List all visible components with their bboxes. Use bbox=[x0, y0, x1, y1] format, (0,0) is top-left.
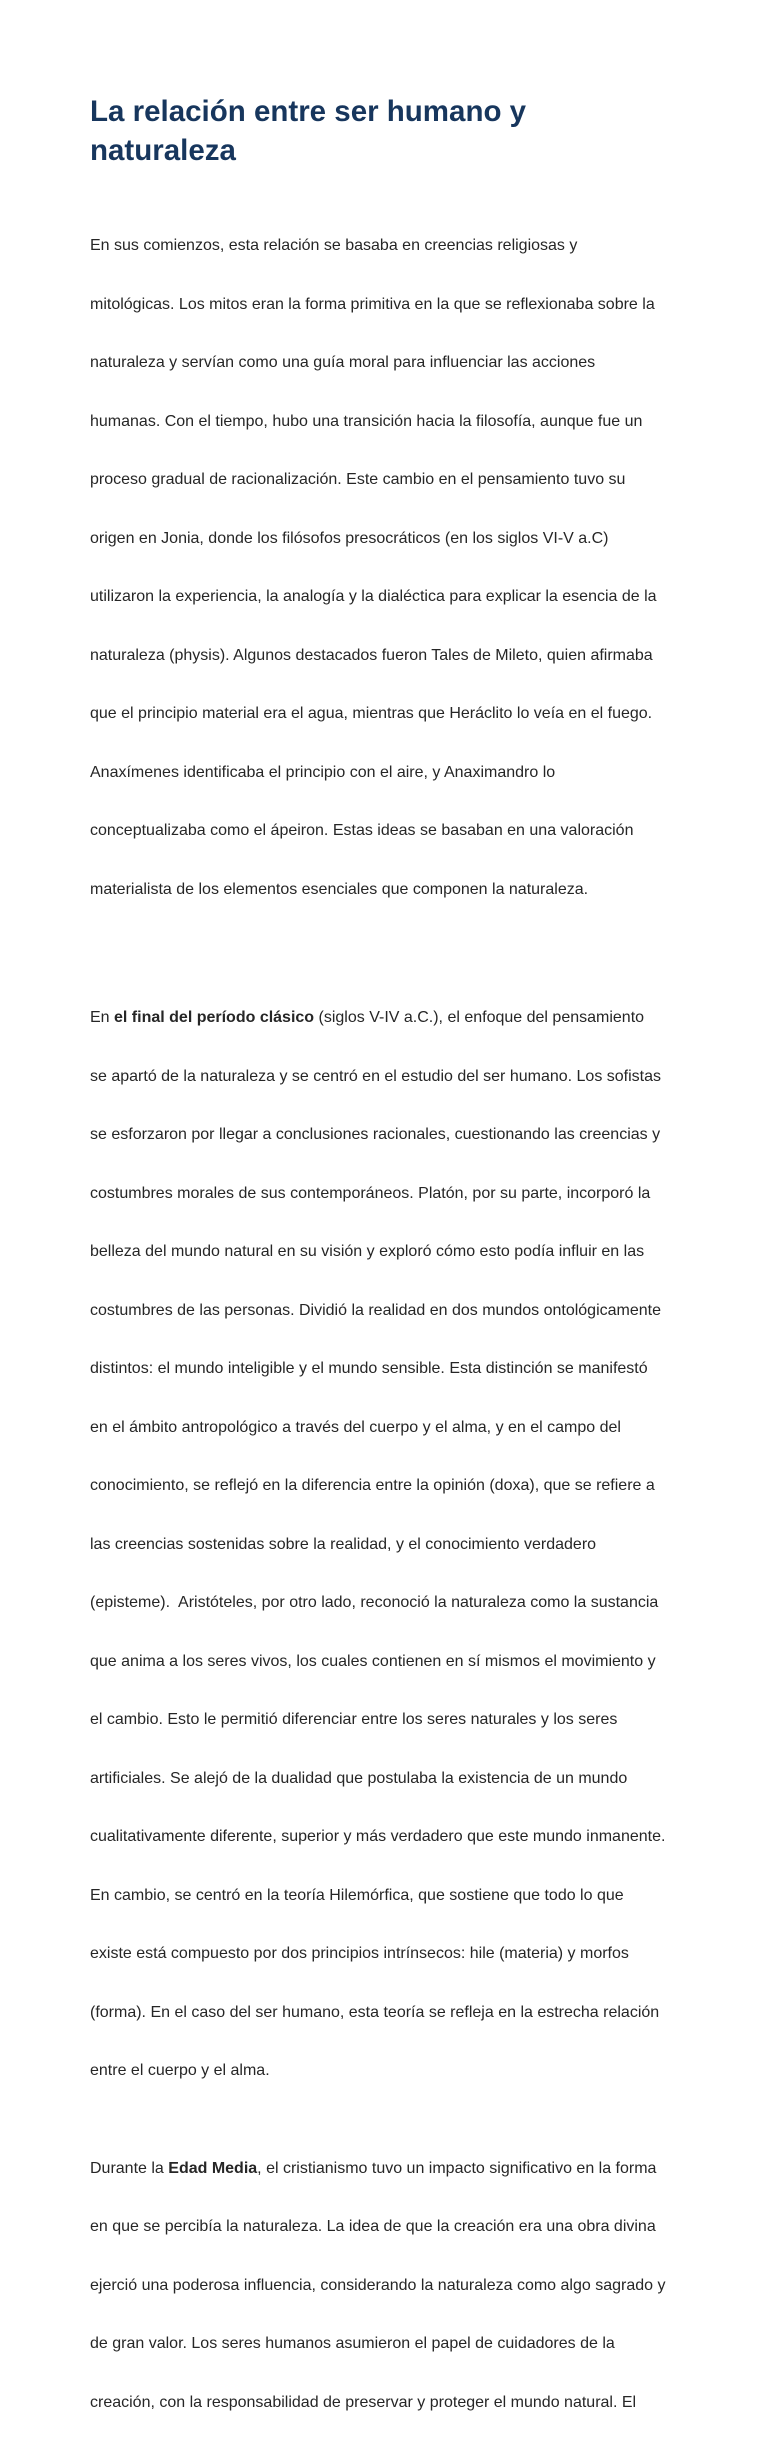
text-line: en que se percibía la naturaleza. La idea de que la creación era una obra divina bbox=[90, 2217, 685, 2237]
text-line bbox=[90, 2159, 685, 2179]
document-body bbox=[90, 197, 685, 2451]
text-line: creación, con la responsabilidad de preservar y proteger el mundo natural. El bbox=[90, 2393, 685, 2413]
text-line: las creencias sostenidas sobre la realidad, y el conocimiento verdadero bbox=[90, 1535, 685, 1555]
document-title bbox=[90, 92, 690, 170]
text-line: Anaxímenes identificaba el principio con el aire, y Anaximandro lo bbox=[90, 763, 685, 783]
text-run: En bbox=[90, 1009, 114, 1026]
text-line: naturaleza y servían como una guía moral para influenciar las acciones bbox=[90, 353, 685, 373]
text-line: existe está compuesto por dos principios intrínsecos: hile (materia) y morfos bbox=[90, 1944, 685, 1964]
text-line: humanas. Con el tiempo, hubo una transición hacia la filosofía, aunque fue un bbox=[90, 412, 685, 432]
text-line: en el ámbito antropológico a través del cuerpo y el alma, y en el campo del bbox=[90, 1418, 685, 1438]
text-line: distintos: el mundo inteligible y el mundo sensible. Esta distinción se manifestó bbox=[90, 1359, 685, 1379]
text-line: entre el cuerpo y el alma. bbox=[90, 2061, 685, 2081]
bold-phrase: Edad Media bbox=[168, 2160, 257, 2177]
text-line: En cambio, se centró en la teoría Hilemórfica, que sostiene que todo lo que bbox=[90, 1886, 685, 1906]
text-line: de gran valor. Los seres humanos asumieron el papel de cuidadores de la bbox=[90, 2334, 685, 2354]
text-line: naturaleza (physis). Algunos destacados fueron Tales de Mileto, quien afirmaba bbox=[90, 646, 685, 666]
text-run: (siglos V-IV a.C.), el enfoque del pensamiento bbox=[314, 1009, 644, 1026]
text-line: En sus comienzos, esta relación se basaba en creencias religiosas y bbox=[90, 236, 685, 256]
text-line: (episteme). Aristóteles, por otro lado, reconoció la naturaleza como la sustancia bbox=[90, 1593, 685, 1613]
text-run: Durante la bbox=[90, 2160, 168, 2177]
text-line: costumbres morales de sus contemporáneos. Platón, por su parte, incorporó la bbox=[90, 1184, 685, 1204]
text-line: (forma). En el caso del ser humano, esta teoría se refleja en la estrecha relación bbox=[90, 2003, 685, 2023]
text-line bbox=[90, 1008, 685, 1028]
text-line: cualitativamente diferente, superior y más verdadero que este mundo inmanente. bbox=[90, 1827, 685, 1847]
document-page bbox=[0, 0, 768, 1024]
text-line: artificiales. Se alejó de la dualidad que postulaba la existencia de un mundo bbox=[90, 1769, 685, 1789]
text-run: , el cristianismo tuvo un impacto significativo en la forma bbox=[257, 2160, 656, 2177]
text-line: origen en Jonia, donde los filósofos presocráticos (en los siglos VI-V a.C) bbox=[90, 529, 685, 549]
text-line: utilizaron la experiencia, la analogía y la dialéctica para explicar la esencia de la bbox=[90, 587, 685, 607]
text-line: ejerció una poderosa influencia, considerando la naturaleza como algo sagrado y bbox=[90, 2276, 685, 2296]
text-line: se apartó de la naturaleza y se centró en el estudio del ser humano. Los sofistas bbox=[90, 1067, 685, 1087]
text-line: conocimiento, se reflejó en la diferencia entre la opinión (doxa), que se refiere a bbox=[90, 1476, 685, 1496]
text-line: costumbres de las personas. Dividió la realidad en dos mundos ontológicamente bbox=[90, 1301, 685, 1321]
text-line: se esforzaron por llegar a conclusiones racionales, cuestionando las creencias y bbox=[90, 1125, 685, 1145]
text-line: mitológicas. Los mitos eran la forma primitiva en la que se reflexionaba sobre la bbox=[90, 295, 685, 315]
title-line: naturaleza bbox=[90, 131, 690, 170]
text-line: que anima a los seres vivos, los cuales contienen en sí mismos el movimiento y bbox=[90, 1652, 685, 1672]
text-line: que el principio material era el agua, mientras que Heráclito lo veía en el fuego. bbox=[90, 704, 685, 724]
text-line: belleza del mundo natural en su visión y exploró cómo esto podía influir en las bbox=[90, 1242, 685, 1262]
text-line: conceptualizaba como el ápeiron. Estas ideas se basaban en una valoración bbox=[90, 821, 685, 841]
title-line: La relación entre ser humano y bbox=[90, 92, 690, 131]
bold-phrase: el final del período clásico bbox=[114, 1009, 314, 1026]
text-line: el cambio. Esto le permitió diferenciar entre los seres naturales y los seres bbox=[90, 1710, 685, 1730]
text-line: materialista de los elementos esenciales que componen la naturaleza. bbox=[90, 880, 685, 900]
paragraph-3 bbox=[90, 2120, 685, 2451]
paragraph-2 bbox=[90, 969, 685, 2120]
text-line: proceso gradual de racionalización. Este cambio en el pensamiento tuvo su bbox=[90, 470, 685, 490]
paragraph-1 bbox=[90, 197, 685, 938]
